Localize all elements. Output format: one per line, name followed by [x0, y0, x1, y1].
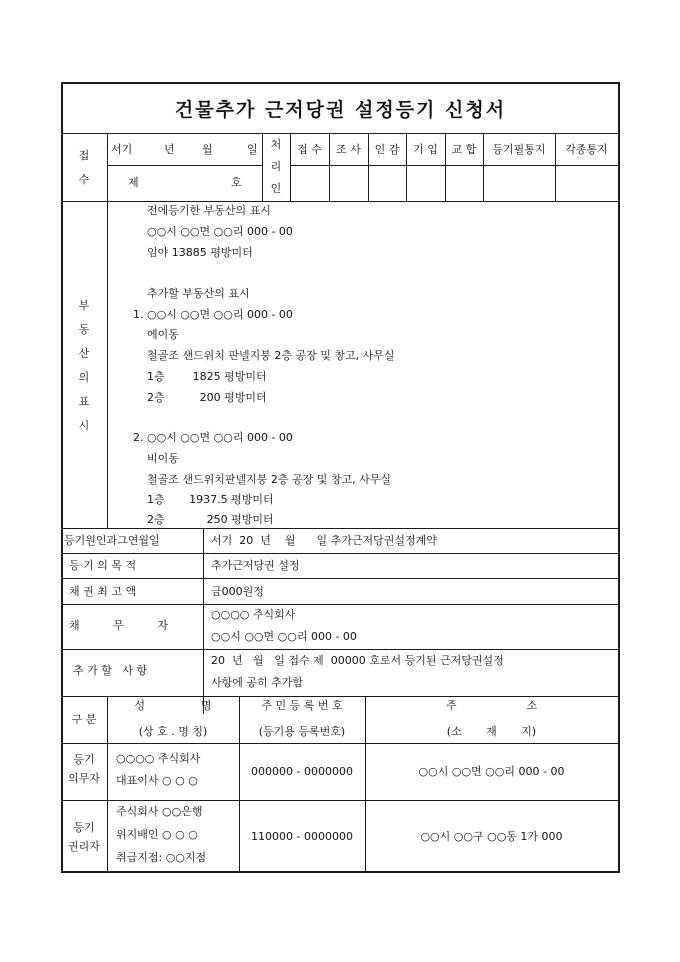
obligor-bottom — [61, 800, 620, 801]
obligor-address: ○○시 ○○면 ○○리 000 - 00 — [418, 765, 565, 778]
col-entry: 기 입 — [413, 143, 438, 156]
parties-name-header: 성 명 — [134, 699, 212, 712]
parties-address-header: 주 소 — [445, 699, 538, 712]
border-top — [61, 82, 620, 84]
col-various-notice: 각종통지 — [565, 143, 608, 156]
parties-id-header: 주 민 등 록 번 호 — [261, 699, 343, 712]
obligor-name-1: ○○○○ 주식회사 — [116, 752, 201, 765]
additional-line-2: 사항에 공히 추가함 — [211, 676, 304, 689]
property-line-9: 2층 200 평방미터 — [147, 391, 267, 404]
rc-date-divider — [107, 165, 262, 166]
property-line-1: 전에등기한 부동산의 표시 — [147, 204, 271, 217]
reception-day-unit: 일 — [247, 143, 258, 156]
max-amount-value: 금000원정 — [211, 585, 264, 598]
party-col-2 — [239, 696, 240, 873]
border-bottom — [61, 871, 620, 873]
rc-col-divider — [290, 165, 618, 166]
purpose-value: 추가근저당권 설정 — [211, 559, 300, 572]
property-line-14: 2층 250 평방미터 — [147, 513, 274, 526]
reception-number-suffix: 호 — [231, 176, 242, 189]
reception-year: 서기 — [111, 143, 133, 156]
cause-bottom — [61, 553, 620, 554]
obligor-type-1: 등기 — [73, 753, 95, 766]
property-line-6: 에이동 — [147, 328, 179, 341]
property-line-4: 추가할 부동산의 표시 — [147, 287, 250, 300]
party-col-3 — [365, 696, 366, 873]
property-label: 부 동 산 의 표 시 — [78, 299, 90, 432]
reception-label: 접 수 — [78, 149, 90, 186]
parties-name-sub: (상 호 . 명 칭) — [138, 725, 208, 738]
col-check: 교 합 — [451, 143, 477, 156]
property-line-12: 철골조 샌드위치판넬지붕 2층 공장 및 창고, 사무실 — [147, 473, 391, 486]
cause-value: 서기 20 년 월 일 추가근저당권설정계약 — [211, 534, 437, 547]
property-line-2: ○○시 ○○면 ○○리 000 - 00 — [147, 225, 293, 238]
obligee-name-2: 위지배인 ○ ○ ○ — [116, 828, 198, 841]
parties-header-bottom — [61, 743, 620, 744]
parties-address-sub: (소 재 지) — [446, 725, 537, 738]
parties-id-sub: (등기용 등록번호) — [258, 725, 346, 738]
additional-line-1: 20 년 월 일 접수 제 00000 호로서 등기된 근저당권설정 — [211, 654, 504, 667]
rc-div-1 — [107, 133, 108, 201]
property-line-10: 2. ○○시 ○○면 ○○리 000 - 00 — [133, 431, 293, 444]
obligee-type-1: 등기 — [73, 821, 95, 834]
col-completion-notice: 등기필통지 — [492, 143, 546, 156]
obligee-address: ○○시 ○○구 ○○동 1가 000 — [420, 830, 563, 843]
form-title: 건물추가 근저당권 설정등기 신청서 — [174, 99, 507, 121]
col-reception: 접 수 — [297, 143, 322, 156]
reception-month-unit: 월 — [202, 143, 213, 156]
col-seal: 인 감 — [374, 143, 400, 156]
obligor-id: 000000 - 0000000 — [251, 765, 353, 778]
debtor-bottom — [61, 649, 620, 650]
obligee-name-1: 주식회사 ○○은행 — [116, 805, 203, 818]
rc-div-2 — [262, 133, 263, 201]
max-amount-label: 채 권 최 고 액 — [69, 585, 137, 598]
property-line-8: 1층 1825 평방미터 — [147, 370, 267, 383]
max-amount-bottom — [61, 604, 620, 605]
obligor-name-2: 대표이사 ○ ○ ○ — [116, 774, 198, 787]
cause-label: 등기원인과그연월일 — [64, 534, 160, 547]
obligee-type-2: 권리자 — [68, 840, 100, 853]
processor-label: 처 리 인 — [270, 138, 282, 195]
obligee-id: 110000 - 0000000 — [251, 830, 353, 843]
property-line-13: 1층 1937.5 평방미터 — [147, 493, 274, 506]
additional-label: 추 가 할 사 항 — [73, 664, 148, 677]
debtor-label: 채 무 자 — [69, 619, 168, 632]
purpose-label: 등 기 의 목 적 — [69, 559, 137, 572]
party-col-1 — [107, 696, 108, 873]
debtor-address: ○○시 ○○면 ○○리 000 - 00 — [211, 630, 357, 643]
label-divider — [203, 528, 204, 714]
debtor-name: ○○○○ 주식회사 — [211, 608, 296, 621]
title-divider — [61, 133, 620, 134]
property-line-11: 비이동 — [147, 452, 179, 465]
property-line-3: 임야 13885 평방미터 — [147, 246, 253, 259]
purpose-bottom — [61, 578, 620, 579]
col-review: 조 사 — [336, 143, 361, 156]
parties-type-header: 구 분 — [71, 713, 97, 726]
property-bottom — [61, 528, 620, 529]
reception-number-prefix: 제 — [128, 176, 139, 189]
obligee-name-3: 취급지점: ○○지점 — [116, 851, 207, 864]
reception-year-unit: 년 — [164, 143, 175, 156]
property-divider — [107, 201, 108, 528]
additional-bottom — [61, 696, 620, 697]
application-form — [61, 82, 620, 873]
property-line-5: 1. ○○시 ○○면 ○○리 000 - 00 — [133, 308, 293, 321]
obligor-type-2: 의무자 — [68, 772, 100, 785]
property-line-7: 철골조 샌드위치 판넬지붕 2층 공장 및 창고, 사무실 — [147, 349, 395, 362]
reception-bottom — [61, 201, 620, 202]
